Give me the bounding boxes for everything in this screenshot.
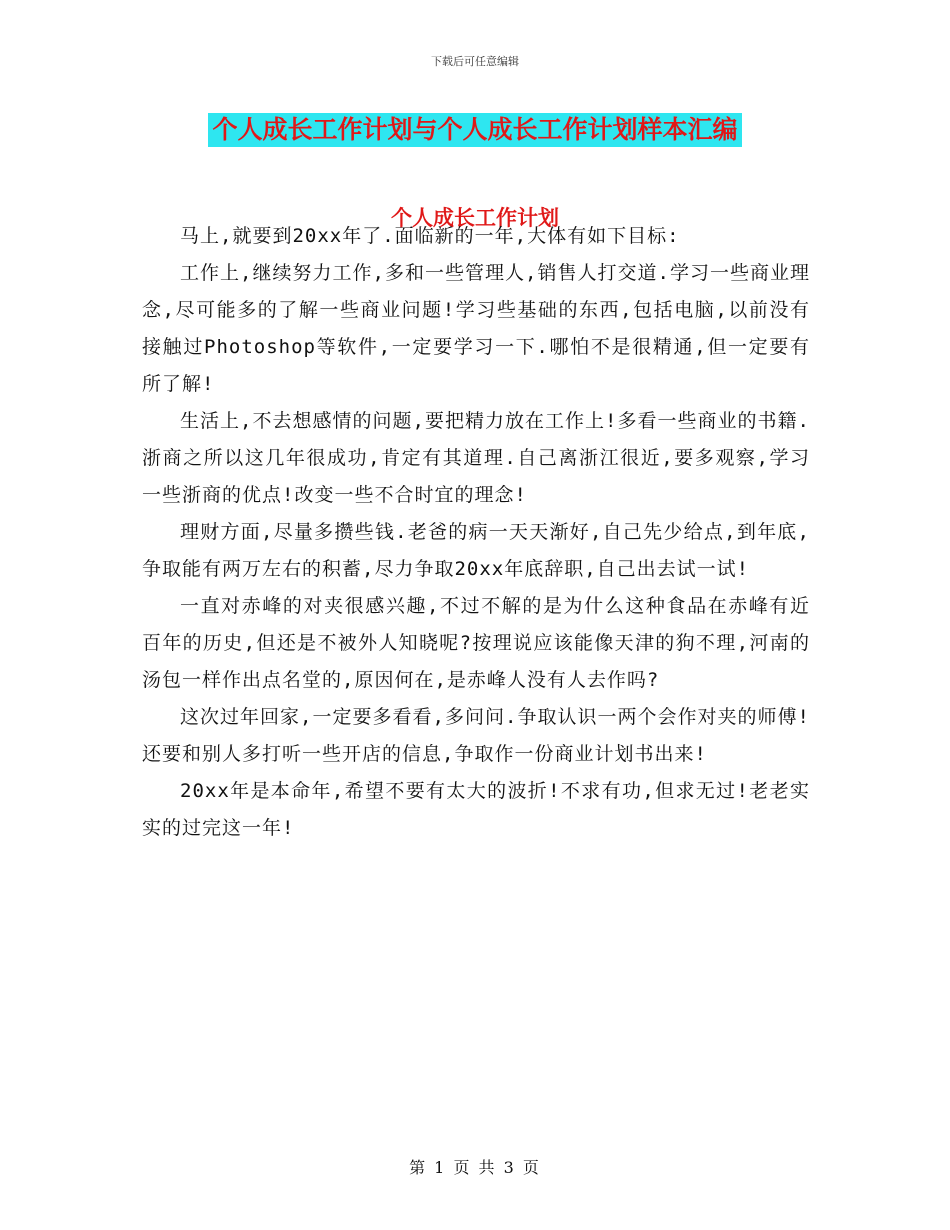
header-note: 下载后可任意编辑	[431, 55, 519, 68]
paragraph: 生活上,不去想感情的问题,要把精力放在工作上!多看一些商业的书籍.浙商之所以这几年很成功,肯定有其道理.自己离浙江很近,要多观察,学习一些浙商的优点!改变一些不合时宜的理念!	[142, 410, 810, 506]
document-title-text: 个人成长工作计划与个人成长工作计划样本汇编	[208, 113, 741, 147]
page-number-footer: 第 1 页 共 3 页	[409, 1158, 541, 1177]
paragraph: 工作上,继续努力工作,多和一些管理人,销售人打交道.学习一些商业理念,尽可能多的了解一些商业问题!学习些基础的东西,包括电脑,以前没有接触过Photoshop等软件,一定要学习一下.哪怕不是很精通,但一定要有所了解!	[142, 262, 810, 395]
paragraph: 理财方面,尽量多攒些钱.老爸的病一天天渐好,自己先少给点,到年底,争取能有两万左右的积蓄,尽力争取20xx年底辞职,自己出去试一试!	[142, 521, 810, 580]
paragraph: 20xx年是本命年,希望不要有太大的波折!不求有功,但求无过!老老实实的过完这一年!	[142, 780, 810, 839]
paragraph: 马上,就要到20xx年了.面临新的一年,大体有如下目标:	[180, 225, 680, 247]
document-body	[142, 218, 810, 847]
paragraph: 这次过年回家,一定要多看看,多问问.争取认识一两个会作对夹的师傅!还要和别人多打听一些开店的信息,争取作一份商业计划书出来!	[142, 706, 810, 765]
document-title	[0, 113, 950, 147]
paragraph: 一直对赤峰的对夹很感兴趣,不过不解的是为什么这种食品在赤峰有近百年的历史,但还是不被外人知晓呢?按理说应该能像天津的狗不理,河南的汤包一样作出点名堂的,原因何在,是赤峰人没有人去作吗?	[142, 595, 810, 691]
section-title: 个人成长工作计划	[391, 206, 559, 230]
